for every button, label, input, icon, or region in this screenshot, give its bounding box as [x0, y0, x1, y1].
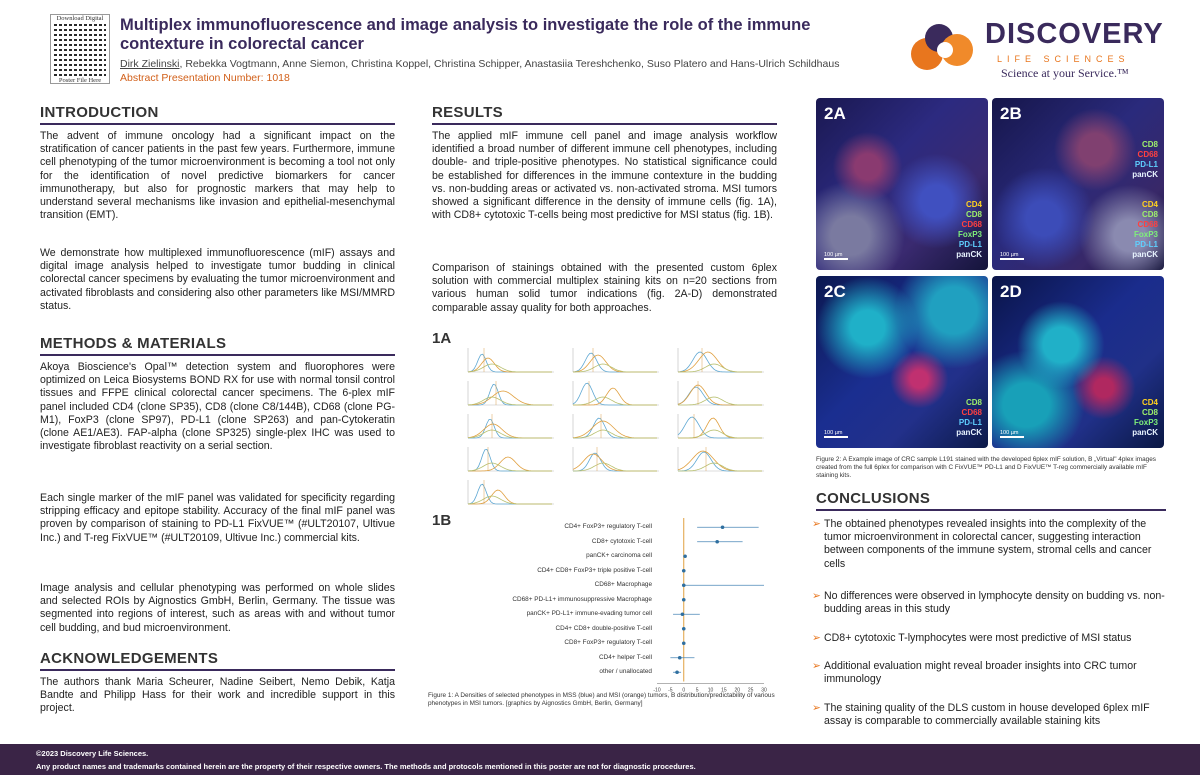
marker-label: CD68 [961, 408, 982, 417]
marker-label: CD8 [1141, 140, 1158, 149]
scale-bar-label: 100 µm [1000, 252, 1019, 258]
arrow-icon: ➢ [812, 590, 821, 602]
marker-legend [956, 398, 982, 438]
density-plot [672, 377, 767, 409]
figure-2b-image [992, 98, 1164, 270]
marker-label: PD-L1 [958, 240, 982, 249]
density-plot [462, 377, 557, 409]
forest-row-label: other / unallocated [599, 668, 652, 676]
scale-bar [1000, 436, 1024, 438]
density-curve [468, 490, 552, 504]
density-curve [468, 354, 552, 372]
introduction-p2: We demonstrate how multiplexed immunofluorescence (mIF) assays and digital image analysis helped to investigate tumor budding in clinical colorectal cancer specimens by evaluating the tumor microenvironment and activated fibroblasts and considering also other parameters like MSI/MMRD status. [40, 247, 395, 312]
density-curve [678, 385, 762, 405]
footer-disclaimer: Any product names and trademarks contained herein are the property of their respective owners. The methods and protocols mentioned in this poster are not for diagnostic procedures. [36, 762, 696, 771]
poster-title: Multiplex immunofluorescence and image analysis to investigate the role of the immune contexture in colorectal cancer [120, 16, 811, 53]
marker-legend [1132, 200, 1158, 260]
marker-label: panCK [1132, 250, 1158, 259]
introduction-rule [40, 123, 395, 125]
conclusion-item-1: ➢ The obtained phenotypes revealed insights into the complexity of the tumor microenvironment in colorectal cancer, suggesting interaction between components of the immune system, stromal cells and cancer cells [812, 518, 1152, 570]
x-tick-label: 15 [721, 687, 727, 694]
marker-label: FoxP3 [1133, 230, 1158, 239]
forest-row-label: CD68+ PD-L1+ immunosuppressive Macrophage [512, 595, 652, 603]
abstract-number: Abstract Presentation Number: 1018 [120, 72, 290, 84]
marker-legend [956, 200, 982, 260]
x-tick-label: 25 [747, 687, 754, 694]
point-estimate [682, 598, 686, 602]
point-estimate [682, 569, 686, 573]
scale-bar [824, 258, 848, 260]
point-estimate [683, 554, 687, 558]
qr-code[interactable] [50, 14, 110, 84]
density-curve [678, 387, 762, 405]
point-estimate [681, 612, 685, 616]
first-author: Dirk Zielinski [120, 58, 180, 70]
scale-bar-label: 100 µm [824, 252, 843, 258]
point-estimate [682, 641, 686, 645]
point-estimate [682, 627, 686, 631]
density-curve [468, 463, 552, 471]
marker-label: CD68 [961, 220, 982, 229]
arrow-icon: ➢ [812, 632, 821, 644]
density-curve [678, 397, 762, 405]
point-estimate [682, 583, 686, 587]
arrow-icon: ➢ [812, 702, 821, 714]
marker-legend-top [1132, 140, 1158, 180]
density-axis [573, 414, 659, 438]
results-rule [432, 123, 777, 125]
forest-row-label: CD8+ FoxP3+ regulatory T-cell [564, 639, 652, 647]
density-plot [672, 344, 767, 376]
forest-row-label: panCK+ carcinoma cell [586, 552, 652, 560]
scale-bar [1000, 258, 1024, 260]
density-curve [468, 457, 552, 471]
qr-pattern [54, 24, 106, 76]
figure-1-caption: Figure 1: A Densities of selected phenotypes in MSS (blue) and MSI (orange) tumors, B distribution/predictability of various phenotypes in MSI tumors. [graphics by Aignostics GmbH, Berlin, Germany] [428, 692, 775, 707]
density-plot [462, 410, 557, 442]
methods-p2: Each single marker of the mIF panel was validated for specificity regarding stripping efficacy and epitope stability. Accuracy of the final mIF panel was proven by comparison of staining to PD-L1 FixVUE™ (#ULT20107, Ultivue Inc.) and T-reg FixVUE™ (#ULT20109, Ultivue Inc.) commercial kits. [40, 492, 395, 544]
marker-label: CD68 [1137, 220, 1158, 229]
company-logo [905, 16, 1165, 86]
figure-2a-image [816, 98, 988, 270]
forest-row-label: CD68+ Macrophage [594, 581, 652, 589]
qr-top-text: Download Digital [56, 15, 104, 22]
arrow-icon: ➢ [812, 660, 821, 672]
figure-2-caption: Figure 2: A Example image of CRC sample L191 stained with the developed 6plex mIF solution, B „Virtual" 4plex images created from the full 6plex for comparison with C FixVUE™ PD-L1 and D FixVUE™ T-reg commercially available mIF staining kits. [816, 456, 1156, 479]
marker-label: CD4 [1141, 398, 1158, 407]
figure-1b-forest-plot [462, 514, 772, 694]
forest-row-label: panCK+ PD-L1+ immune-evading tumor cell [526, 610, 652, 618]
acknowledgements-p1: The authors thank Maria Scheurer, Nadine Seibert, Nemo Debik, Katja Bandte and Philipp Hass for their work and incredible support in this project. [40, 676, 395, 715]
methods-heading: METHODS & MATERIALS [40, 335, 227, 352]
density-curve [468, 391, 552, 405]
point-estimate [675, 670, 679, 674]
logo-name: DISCOVERY [985, 18, 1164, 50]
conclusion-item-3: ➢ CD8+ cytotoxic T-lymphocytes were most predictive of MSI status [812, 632, 1132, 644]
author-list [120, 58, 880, 70]
forest-row-label: CD4+ CD8+ double-positive T-cell [555, 624, 652, 632]
marker-label: PD-L1 [1134, 240, 1158, 249]
panel-label: 2B [1000, 104, 1022, 123]
qr-bottom-text: Poster File Here [58, 77, 102, 84]
density-curve [678, 430, 762, 438]
density-plot [672, 410, 767, 442]
point-estimate [678, 656, 682, 660]
forest-row-label: CD8+ cytotoxic T-cell [591, 537, 652, 545]
conclusion-item-4: ➢ Additional evaluation might reveal broader insights into CRC tumor immunology [812, 660, 1137, 686]
methods-rule [40, 354, 395, 356]
figure-1a-label: 1A [432, 330, 452, 347]
scale-bar-label: 100 µm [824, 430, 843, 436]
marker-label: panCK [956, 428, 982, 437]
marker-label: FoxP3 [957, 230, 982, 239]
density-curve [468, 496, 552, 504]
results-p1: The applied mIF immune cell panel and image analysis workflow identified a broad number of different immune cell phenotypes, including double- and triple-positive phenotypes. No statistical significance could be established for differences in the immune contexture in the budding vs. non-budding areas or activated vs. non-activated stroma. MSI tumors showed a significant difference in the density of immune cells (fig. 1A), with CD8+ cytotoxic T-cells being most predictive for MSI status (fig. 1B). [432, 130, 777, 222]
marker-label: CD4 [965, 200, 982, 209]
acknowledgements-heading: ACKNOWLEDGEMENTS [40, 650, 219, 667]
density-axis [573, 447, 659, 471]
density-curve [468, 358, 552, 372]
density-curve [573, 397, 657, 405]
introduction-p1: The advent of immune oncology had a significant impact on the stratification of cancer patients in the past few years. Furthermore, immune cell phenotyping of the tumor microenvironment is becoming a tool not only for the identification of novel predictive biomarkers for cancer immunotherapy, but also for prognostic markers that may help to understand several mechanisms like invasion and epithelial-mesenchymal transition (EMT). [40, 130, 395, 222]
footer-copyright: ©2023 Discovery Life Sciences. [36, 749, 149, 758]
figure-1a-density-plots [462, 344, 772, 504]
forest-row-label: CD4+ helper T-cell [599, 653, 652, 661]
figure-2c-image [816, 276, 988, 448]
marker-label: panCK [956, 250, 982, 259]
x-tick-label: -5 [668, 687, 673, 694]
marker-legend [1132, 398, 1158, 438]
methods-p1: Akoya Bioscience's Opal™ detection system and fluorophores were optimized on Leica Biosystems BOND RX for use with normal tonsil control tissues and FFPE clinical colorectal cancer specimens. The 6-plex mIF panel included CD4 (clone SP35), CD8 (clone C8/144B), CD68 (clone PG-M1), FoxP3 (clone SP97), PD-L1 (clone SP263) and pan-Cytokeratin (clone AE1/AE3). FAP-alpha (clone SP325) single-plex IHC was used to investigate fibroblast reactivity on a serial section. [40, 361, 395, 453]
conclusion-item-2: ➢ No differences were observed in lymphocyte density on budding vs. non-budding areas in this study [812, 590, 1165, 616]
conclusion-item-5: ➢ The staining quality of the DLS custom in house developed 6plex mIF assay is comparable to commercially available staining kits [812, 702, 1150, 728]
conclusions-rule [816, 509, 1166, 511]
x-tick-label: 20 [734, 687, 741, 694]
footer [0, 744, 1200, 775]
marker-label: PD-L1 [1134, 160, 1158, 169]
introduction-heading: INTRODUCTION [40, 104, 159, 121]
panel-label: 2C [824, 282, 846, 301]
marker-label: CD8 [965, 398, 982, 407]
arrow-icon: ➢ [812, 518, 821, 530]
density-axis [573, 381, 659, 405]
marker-label: CD8 [1141, 408, 1158, 417]
forest-row-label: CD4+ FoxP3+ regulatory T-cell [564, 523, 652, 531]
logo-subtitle: LIFE SCIENCES [997, 54, 1130, 64]
density-plot [567, 410, 662, 442]
density-plot [462, 476, 557, 508]
density-axis [678, 381, 764, 405]
conclusions-heading: CONCLUSIONS [816, 490, 931, 507]
x-tick-label: 0 [682, 687, 686, 694]
logo-circles-icon [909, 20, 981, 78]
marker-label: PD-L1 [958, 418, 982, 427]
figure-1b-label: 1B [432, 512, 452, 529]
density-curve [678, 418, 762, 438]
density-plot [462, 443, 557, 475]
density-curve [678, 352, 762, 372]
methods-p3: Image analysis and cellular phenotyping was performed on whole slides and selected ROIs by Aignostics GmbH, Berlin, Germany. The tissue was segmented into regions of interest, such as areas with and without tumor cell budding, and bud microenvironment. [40, 582, 395, 634]
x-tick-label: 10 [707, 687, 714, 694]
marker-label: CD8 [965, 210, 982, 219]
density-plot [672, 443, 767, 475]
point-estimate [715, 540, 719, 544]
density-curve [678, 364, 762, 372]
x-tick-label: -10 [653, 687, 661, 694]
point-estimate [721, 525, 725, 529]
scale-bar [824, 436, 848, 438]
results-heading: RESULTS [432, 104, 503, 121]
marker-label: CD4 [1141, 200, 1158, 209]
results-p2: Comparison of stainings obtained with the presented custom 6plex solution with commercial multiplex staining kits on n=20 sections from various human solid tumor indications (fig. 2A-D) demonstrated comparable assay quality for both approaches. [432, 262, 777, 314]
density-plot [567, 377, 662, 409]
panel-label: 2D [1000, 282, 1022, 301]
forest-row-label: CD4+ CD8+ FoxP3+ triple positive T-cell [537, 566, 652, 574]
density-curve [678, 452, 762, 471]
marker-label: FoxP3 [1133, 418, 1158, 427]
other-authors: , Rebekka Vogtmann, Anne Siemon, Christina Koppel, Christina Schipper, Anastasiia Tereshchenko, Suso Platero and Hans-Ulrich Schildhaus [179, 58, 840, 70]
scale-bar-label: 100 µm [1000, 430, 1019, 436]
acknowledgements-rule [40, 669, 395, 671]
logo-slogan: Science at your Service.™ [1001, 66, 1129, 80]
marker-label: panCK [1132, 428, 1158, 437]
figure-2d-image [992, 276, 1164, 448]
marker-label: CD8 [1141, 210, 1158, 219]
marker-label: CD68 [1137, 150, 1158, 159]
density-plot [567, 443, 662, 475]
marker-label: panCK [1132, 170, 1158, 179]
density-plot [567, 344, 662, 376]
density-plot [462, 344, 557, 376]
x-tick-label: 30 [761, 687, 767, 694]
panel-label: 2A [824, 104, 846, 123]
x-tick-label: 5 [695, 687, 699, 694]
